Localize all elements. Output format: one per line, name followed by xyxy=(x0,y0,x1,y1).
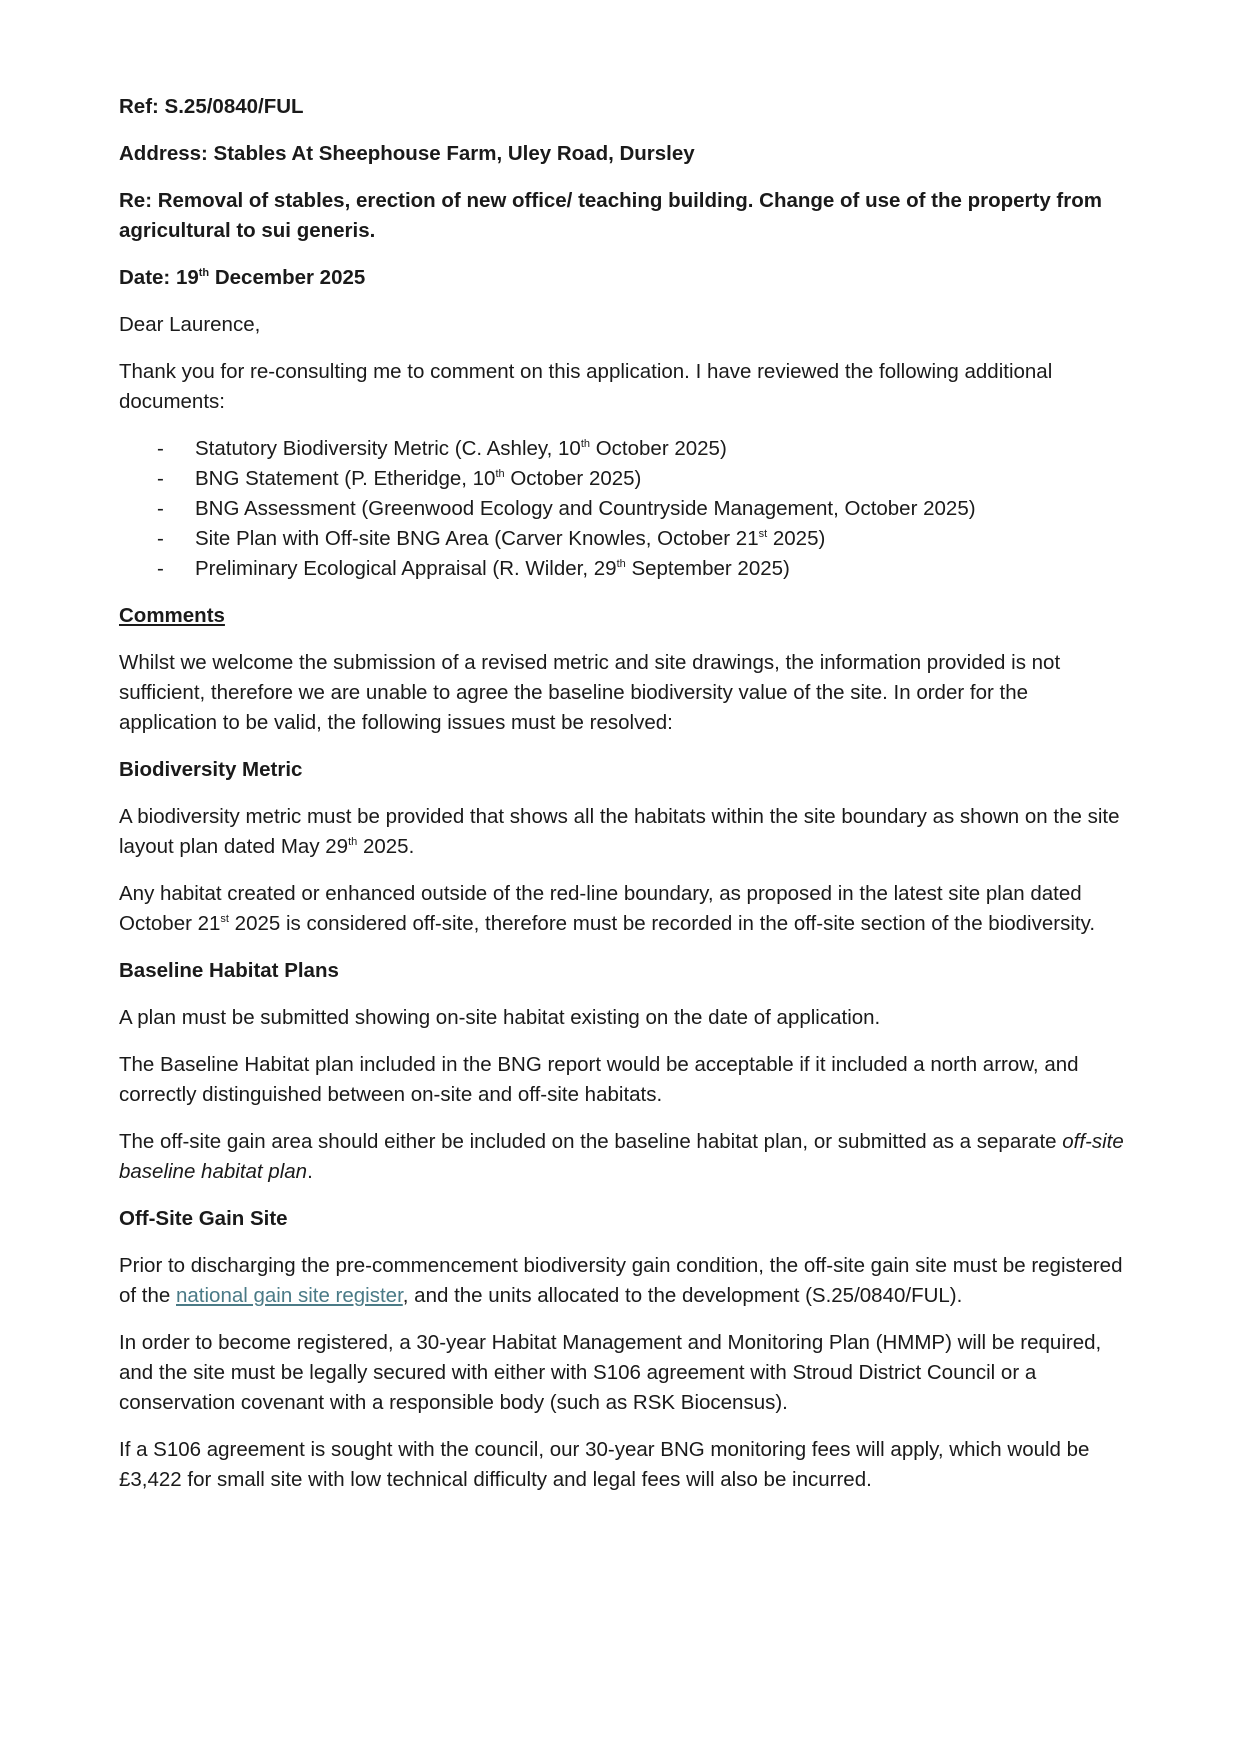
comments-heading: Comments xyxy=(119,604,225,627)
date-line xyxy=(119,263,1129,293)
letter-page xyxy=(119,92,1129,1512)
list-dash: - xyxy=(157,557,164,580)
date-prefix: Date: 19 xyxy=(119,266,199,289)
intro-paragraph: Thank you for re-consulting me to comment on this application. I have reviewed the following additional documents: xyxy=(119,360,1053,413)
metric-paragraph-2: Any habitat created or enhanced outside of the red-line boundary, as proposed in the latest site plan dated October 21st 2025 is considered off-site, therefore must be recorded in the off-site section of the biodiversity. xyxy=(119,882,1096,935)
date-suffix: December 2025 xyxy=(209,266,366,289)
emphasis-text: off-site baseline habitat plan xyxy=(119,1130,1124,1183)
metric-paragraph-1: A biodiversity metric must be provided that shows all the habitats within the site boundary as shown on the site layout plan dated May 29th 2025. xyxy=(119,805,1120,858)
baseline-paragraph-2: The Baseline Habitat plan included in the BNG report would be acceptable if it included a north arrow, and correctly distinguished between on-site and off-site habitats. xyxy=(119,1053,1079,1106)
list-item: - Statutory Biodiversity Metric (C. Ashley, 10th October 2025) xyxy=(119,434,1129,464)
address-line: Address: Stables At Sheephouse Farm, Uley Road, Dursley xyxy=(119,142,695,165)
list-item: - Site Plan with Off-site BNG Area (Carver Knowles, October 21st 2025) xyxy=(119,524,1129,554)
metric-heading: Biodiversity Metric xyxy=(119,758,303,781)
list-item: - Preliminary Ecological Appraisal (R. Wilder, 29th September 2025) xyxy=(119,554,1129,584)
documents-list xyxy=(119,434,1129,584)
baseline-heading: Baseline Habitat Plans xyxy=(119,959,339,982)
reference-line: Ref: S.25/0840/FUL xyxy=(119,95,304,118)
date-superscript: th xyxy=(198,267,210,280)
offsite-paragraph-2: In order to become registered, a 30-year Habitat Management and Monitoring Plan (HMMP) will be required, and the site must be legally secured with either with S106 agreement with Stroud District Council or a conservation covenant with a responsible body (such as RSK Biocensus). xyxy=(119,1331,1102,1414)
comments-paragraph: Whilst we welcome the submission of a revised metric and site drawings, the information provided is not sufficient, therefore we are unable to agree the baseline biodiversity value of the site. In order for the application to be valid, the following issues must be resolved: xyxy=(119,651,1061,734)
baseline-paragraph-3: The off-site gain area should either be included on the baseline habitat plan, or submitted as a separate off-site baseline habitat plan. xyxy=(119,1130,1124,1183)
offsite-paragraph-1: Prior to discharging the pre-commencement biodiversity gain condition, the off-site gain site must be registered of the national gain site register, and the units allocated to the development (S.25/0840/FUL). xyxy=(119,1254,1123,1307)
list-dash: - xyxy=(157,527,164,550)
subject-line: Re: Removal of stables, erection of new office/ teaching building. Change of use of the property from agricultural to sui generis. xyxy=(119,189,1102,242)
list-item: - BNG Assessment (Greenwood Ecology and Countryside Management, October 2025) xyxy=(119,494,1129,524)
salutation: Dear Laurence, xyxy=(119,313,261,336)
offsite-heading: Off-Site Gain Site xyxy=(119,1207,288,1230)
list-dash: - xyxy=(157,437,164,460)
list-item: - BNG Statement (P. Etheridge, 10th October 2025) xyxy=(119,464,1129,494)
list-dash: - xyxy=(157,497,164,520)
gain-site-register-link[interactable]: national gain site register xyxy=(176,1284,403,1307)
offsite-paragraph-3: If a S106 agreement is sought with the council, our 30-year BNG monitoring fees will apply, which would be £3,422 for small site with low technical difficulty and legal fees will also be incurred. xyxy=(119,1438,1090,1491)
list-dash: - xyxy=(157,467,164,490)
baseline-paragraph-1: A plan must be submitted showing on-site habitat existing on the date of application. xyxy=(119,1006,881,1029)
